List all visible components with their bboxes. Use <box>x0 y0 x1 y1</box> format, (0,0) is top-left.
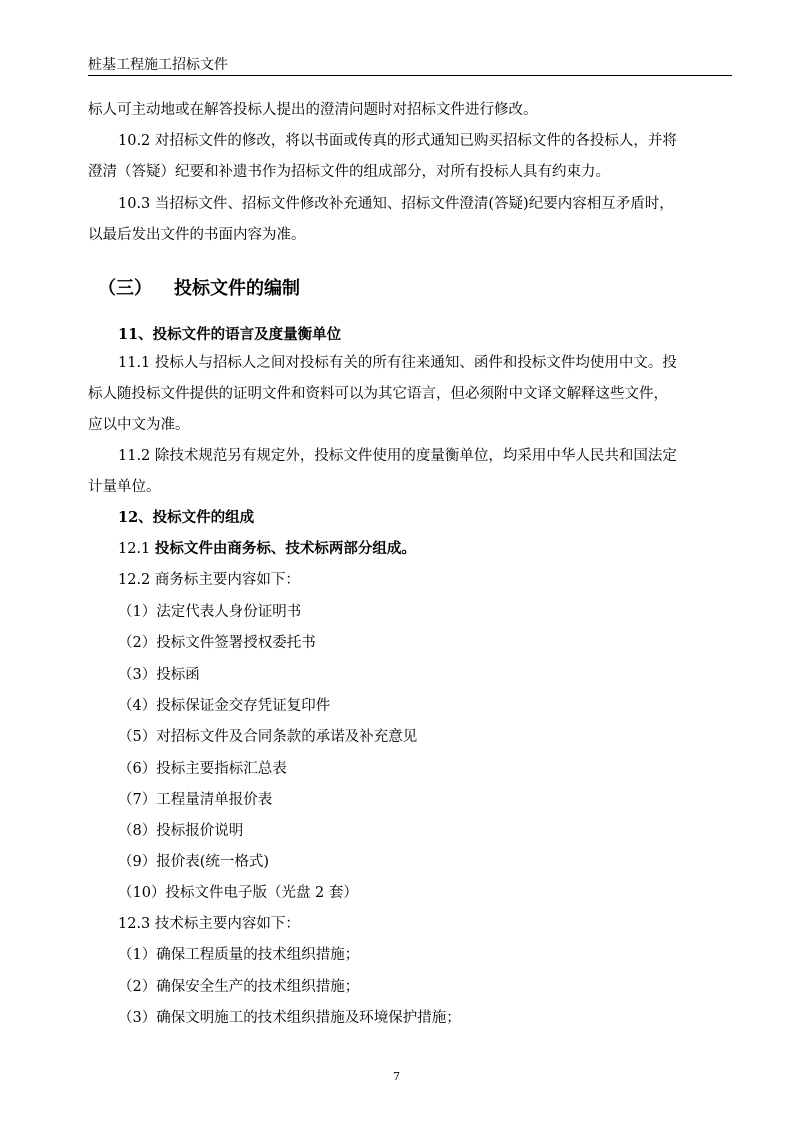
page-number: 7 <box>393 1070 400 1083</box>
list-item: （3）投标函 <box>118 667 200 683</box>
list-item: （5）对招标文件及合同条款的承诺及补充意见 <box>118 729 418 745</box>
list-item: （1）法定代表人身份证明书 <box>118 604 302 620</box>
clause-10-3: 10.3 当招标文件、招标文件修改补充通知、招标文件澄清(答疑)纪要内容相互矛盾时， <box>118 196 674 212</box>
body-text-line: 标人随投标文件提供的证明文件和资料可以为其它语言，但必须附中文译文解释这些文件， <box>88 386 668 402</box>
clause-text: 投标文件由商务标、技术标两部分组成。 <box>154 540 416 557</box>
running-header: 桩基工程施工招标文件 <box>88 57 228 73</box>
list-item: （4）投标保证金交存凭证复印件 <box>118 698 331 714</box>
list-item: （10）投标文件电子版（光盘 2 套） <box>118 885 358 901</box>
list-item: （8）投标报价说明 <box>118 823 244 839</box>
list-item: （9）报价表(统一格式) <box>118 854 270 870</box>
clause-11-2: 11.2 除技术规范另有规定外，投标文件使用的度量衡单位，均采用中华人民共和国法定 <box>118 448 677 464</box>
list-item: （7）工程量清单报价表 <box>118 792 273 808</box>
clause-12-1 <box>118 540 416 558</box>
list-item: （3）确保文明施工的技术组织措施及环境保护措施； <box>118 1010 461 1026</box>
list-item: （2）投标文件签署授权委托书 <box>118 635 316 651</box>
section-heading <box>98 278 300 300</box>
section-title: 投标文件的编制 <box>174 278 300 299</box>
body-text-line: 以最后发出文件的书面内容为准。 <box>88 227 306 243</box>
body-text-line: 标人可主动地或在解答投标人提出的澄清问题时对招标文件进行修改。 <box>88 102 538 118</box>
section-number: （三） <box>98 278 152 299</box>
body-text-line: 澄清（答疑）纪要和补遗书作为招标文件的组成部分，对所有投标人具有约束力。 <box>88 164 610 180</box>
clause-11-1: 11.1 投标人与招标人之间对投标有关的所有往来通知、函件和投标文件均使用中文。投 <box>118 355 677 371</box>
clause-heading-12: 12、投标文件的组成 <box>118 509 255 526</box>
clause-12-2: 12.2 商务标主要内容如下： <box>118 572 300 588</box>
clause-heading-11: 11、投标文件的语言及度量衡单位 <box>118 326 342 343</box>
list-item: （1）确保工程质量的技术组织措施； <box>118 947 360 963</box>
clause-10-2: 10.2 对招标文件的修改，将以书面或传真的形式通知已购买招标文件的各投标人，并将 <box>118 133 677 149</box>
body-text-line: 应以中文为准。 <box>88 417 190 433</box>
list-item: （2）确保安全生产的技术组织措施； <box>118 979 360 995</box>
header-divider <box>88 75 732 76</box>
clause-12-3: 12.3 技术标主要内容如下： <box>118 916 300 932</box>
list-item: （6）投标主要指标汇总表 <box>118 761 287 777</box>
body-text-line: 计量单位。 <box>88 479 161 495</box>
clause-number: 12.1 <box>118 541 155 557</box>
